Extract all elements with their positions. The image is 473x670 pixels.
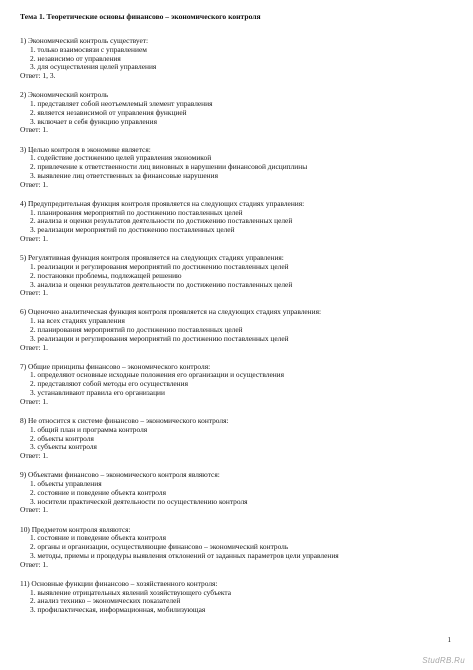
question-block xyxy=(20,526,453,570)
page-number: 1 xyxy=(447,636,451,644)
answer-key: Ответ: 1, 3. xyxy=(20,71,56,81)
question-text: 5) Регулятивная функция контроля проявляется на следующих стадиях управления: xyxy=(20,253,284,263)
question-block xyxy=(20,37,453,81)
answer-option: 3. включает в себя функцию управления xyxy=(30,116,157,126)
answer-option: 2. анализ технико – экономических показателей xyxy=(30,596,181,606)
question-text: 4) Предупредительная функция контроля проявляется на следующих стадиях управления: xyxy=(20,198,305,208)
answer-option: 3. субъекты контроля xyxy=(30,442,97,452)
answer-option: 1. только взаимосвязи с управлением xyxy=(30,44,147,54)
answer-option: 3. устанавливают правила его организации xyxy=(30,388,165,398)
question-text: 2) Экономический контроль xyxy=(20,90,109,100)
answer-option: 1. объекты управления xyxy=(30,479,102,489)
question-text: 6) Оценочно аналитическая функция контроля проявляется на следующих стадиях управления: xyxy=(20,307,322,317)
answer-option: 1. представляет собой неотъемлемый элемент управления xyxy=(30,99,213,109)
question-text: 10) Предметом контроля являются: xyxy=(20,524,131,534)
document-title: Тема 1. Теоретические основы финансово – экономического контроля xyxy=(20,12,261,21)
answer-option: 3. носители практической деятельности по осуществлению контроля xyxy=(30,496,248,506)
answer-option: 1. общий план и программа контроля xyxy=(30,424,148,434)
answer-option: 1. определяют основные исходные положения его организации и осуществления xyxy=(30,370,285,380)
answer-key: Ответ: 1. xyxy=(20,559,48,569)
question-text: 3) Целью контроля в экономике является: xyxy=(20,144,151,154)
answer-option: 2. состояние и поведение объекта контроля xyxy=(30,487,166,497)
question-block xyxy=(20,146,453,190)
question-block xyxy=(20,471,453,515)
answer-key: Ответ: 1. xyxy=(20,451,48,461)
answer-option: 2. представляют собой методы его осуществления xyxy=(30,379,188,389)
answer-key: Ответ: 1. xyxy=(20,179,48,189)
answer-option: 2. объекты контроля xyxy=(30,433,94,443)
question-text: 9) Объектами финансово – экономического контроля являются: xyxy=(20,470,220,480)
answer-option: 2. планирования мероприятий по достижению поставленных целей xyxy=(30,325,243,334)
answer-option: 3. анализа и оценки результатов деятельности по достижению поставленных целей xyxy=(30,279,293,289)
question-text: 8) Не относится к системе финансово – экономического контроля: xyxy=(20,415,229,425)
answer-key: Ответ: 1. xyxy=(20,505,48,515)
answer-key: Ответ: 1. xyxy=(20,125,48,135)
answer-option: 2. независимо от управления xyxy=(30,53,121,63)
answer-option: 1. планирования мероприятий по достижению поставленных целей xyxy=(30,207,243,217)
answer-option: 1. реализации и регулирования мероприятий по достижению поставленных целей xyxy=(30,261,289,271)
answer-option: 3. реализации и регулирования мероприятий по достижению поставленных целей xyxy=(30,333,289,343)
answer-option: 1. состояние и поведение объекта контроля xyxy=(30,533,166,543)
question-text: 11) Основные функции финансово – хозяйственного контроля: xyxy=(20,578,218,588)
answer-option: 1. на всех стадиях управления xyxy=(30,316,125,326)
watermark-logo: StudRB.Ru xyxy=(422,656,465,665)
answer-option: 2. органы и организации, осуществляющие финансово – экономический контроль xyxy=(30,542,289,552)
answer-option: 3. методы, приемы и процедуры выявления отклонений от заданных параметров цели управления xyxy=(30,550,339,560)
answer-option: 3. выявление лиц ответственных за финансовые нарушения xyxy=(30,170,218,180)
answer-key: Ответ: 1. xyxy=(20,342,48,352)
answer-key: Ответ: 1. xyxy=(20,234,48,244)
answer-option: 3. профилактическая, информационная, мобилизующая xyxy=(30,605,206,615)
question-text: 1) Экономический контроль существует: xyxy=(20,36,149,45)
question-list xyxy=(20,37,453,615)
answer-key: Ответ: 1. xyxy=(20,396,48,406)
question-block xyxy=(20,417,453,461)
answer-option: 2. анализа и оценки результатов деятельности по достижению поставленных целей xyxy=(30,216,293,226)
question-block xyxy=(20,580,453,615)
answer-option: 1. выявление отрицательных явлений хозяйствующего субъекта xyxy=(30,587,232,597)
question-block xyxy=(20,91,453,135)
question-block xyxy=(20,254,453,298)
question-block xyxy=(20,200,453,244)
answer-option: 2. постановки проблемы, подлежащей решению xyxy=(30,270,182,280)
answer-option: 2. является независимой от управления функцией xyxy=(30,107,187,117)
answer-option: 3. для осуществления целей управления xyxy=(30,62,157,72)
question-text: 7) Общие принципы финансово – экономического контроля: xyxy=(20,361,211,371)
question-block xyxy=(20,363,453,407)
answer-option: 1. содействие достижению целей управления экономикой xyxy=(30,153,212,163)
answer-option: 3. реализации мероприятий по достижению поставленных целей xyxy=(30,225,235,235)
question-block xyxy=(20,308,453,352)
answer-option: 2. привлечение к ответственности лиц виновных в нарушении финансовой дисциплины xyxy=(30,162,308,172)
answer-key: Ответ: 1. xyxy=(20,288,48,298)
